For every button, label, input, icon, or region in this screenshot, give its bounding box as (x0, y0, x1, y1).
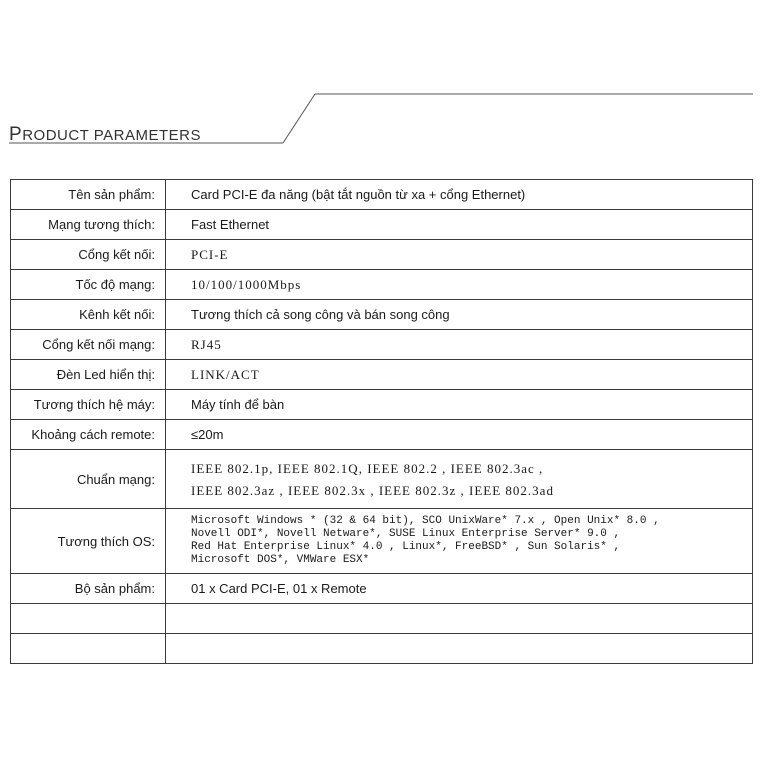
row-value (166, 509, 753, 574)
table-row (11, 240, 753, 270)
value-line: IEEE 802.1p, IEEE 802.1Q, IEEE 802.2 , IEEE 802.3ac , (191, 460, 544, 476)
row-value: 10/100/1000Mbps (166, 270, 753, 300)
value-line: Red Hat Enterprise Linux* 4.0 , Linux*, FreeBSD* , Sun Solaris* , (191, 541, 621, 553)
row-value: Tương thích cả song công và bán song công (166, 300, 753, 330)
value-line: IEEE 802.3az , IEEE 802.3x , IEEE 802.3z , IEEE 802.3ad (191, 482, 554, 498)
row-value: RJ45 (166, 330, 753, 360)
row-label: Mạng tương thích: (11, 210, 166, 240)
row-value: PCI-E (166, 240, 753, 270)
row-label (11, 604, 166, 634)
table-row (11, 360, 753, 390)
row-label: Cổng kết nối mạng: (11, 330, 166, 360)
row-label: Tên sản phẩm: (11, 180, 166, 210)
row-value: Card PCI-E đa năng (bật tắt nguồn từ xa + cổng Ethernet) (166, 180, 753, 210)
row-label: Bộ sản phẩm: (11, 574, 166, 604)
row-label: Tương thích hệ máy: (11, 390, 166, 420)
row-value (166, 634, 753, 664)
row-label (11, 634, 166, 664)
value-line: Microsoft Windows * (32 & 64 bit), SCO UnixWare* 7.x , Open Unix* 8.0 , (191, 515, 660, 527)
table-row (11, 330, 753, 360)
row-value: 01 x Card PCI-E, 01 x Remote (166, 574, 753, 604)
header-slash (283, 94, 315, 143)
value-line: Novell ODI*, Novell Netware*, SUSE Linux Enterprise Server* 9.0 , (191, 528, 621, 540)
table-row-empty (11, 604, 753, 634)
table-row (11, 420, 753, 450)
row-value: LINK/ACT (166, 360, 753, 390)
row-value: Fast Ethernet (166, 210, 753, 240)
row-label: Tương thích OS: (11, 509, 166, 574)
row-value: Máy tính để bàn (166, 390, 753, 420)
table-row (11, 210, 753, 240)
table-row (11, 180, 753, 210)
table-row-empty (11, 634, 753, 664)
row-value (166, 450, 753, 509)
row-label: Kênh kết nối: (11, 300, 166, 330)
section-title (9, 124, 201, 146)
section-title-rest: RODUCT PARAMETERS (22, 127, 201, 144)
row-label: Chuẩn mạng: (11, 450, 166, 509)
row-label: Khoảng cách remote: (11, 420, 166, 450)
table-row (11, 300, 753, 330)
table-row (11, 574, 753, 604)
row-value (166, 604, 753, 634)
row-label: Cổng kết nối: (11, 240, 166, 270)
table-row (11, 509, 753, 574)
value-line: Microsoft DOS*, VMWare ESX* (191, 554, 370, 566)
table-row (11, 390, 753, 420)
row-label: Đèn Led hiển thị: (11, 360, 166, 390)
table-row (11, 450, 753, 509)
section-title-initial: P (9, 124, 23, 145)
table-row (11, 270, 753, 300)
row-label: Tốc độ mạng: (11, 270, 166, 300)
row-value: ≤20m (166, 420, 753, 450)
product-parameters-table (10, 179, 753, 664)
